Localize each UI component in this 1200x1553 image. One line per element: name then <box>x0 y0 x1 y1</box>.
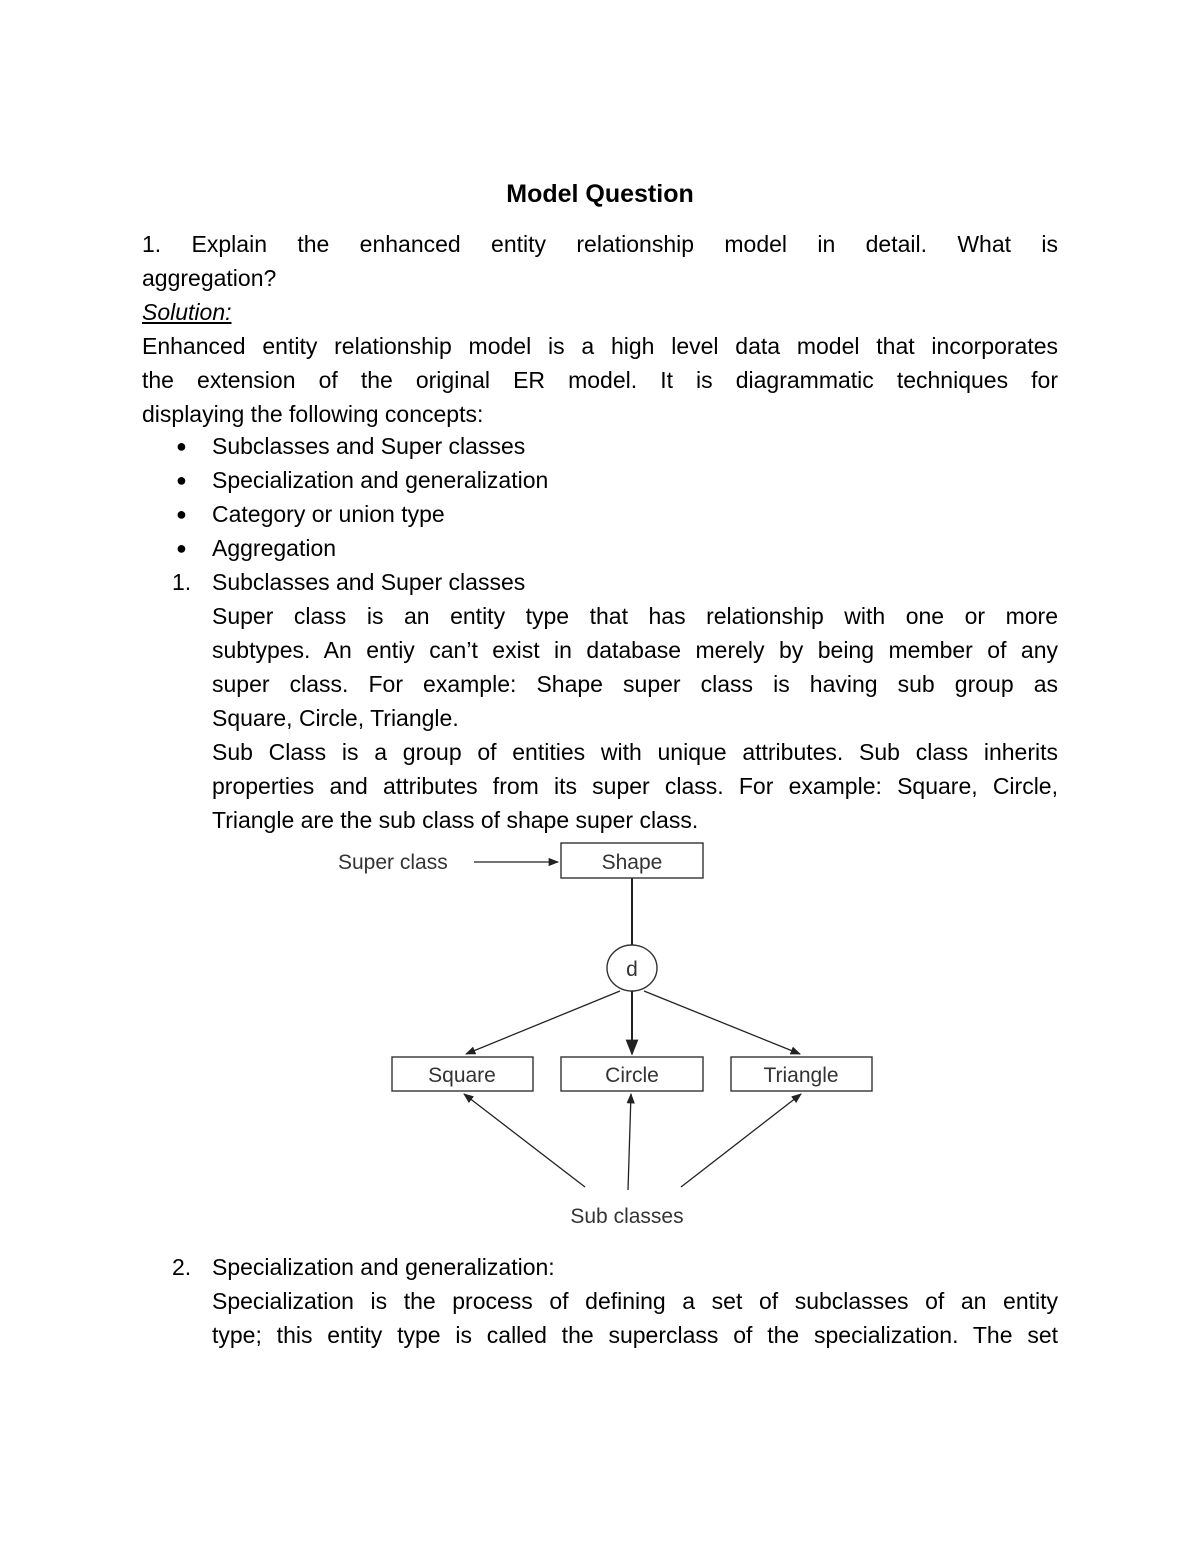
sub-classes-label: Sub classes <box>570 1205 684 1228</box>
section-2-heading: Specialization and generalization: <box>212 1254 555 1280</box>
disjoint-to-triangle-arrow <box>644 991 800 1054</box>
disjoint-symbol: d <box>626 958 638 981</box>
question-line-2: aggregation? <box>142 265 277 291</box>
intro-line-1: Enhanced entity relationship model is a high level data model that incorporates <box>142 333 1058 359</box>
concept-item: Category or union type <box>212 501 445 527</box>
question-number: 1. <box>142 231 162 257</box>
bullet-icon: ● <box>176 538 187 558</box>
section-1-number: 1. <box>172 569 192 595</box>
concept-item: Specialization and generalization <box>212 467 549 493</box>
sub-classes-to-circle-arrow <box>628 1094 631 1190</box>
question-line-1: 1. Explain the enhanced entity relationship model in detail. What is <box>142 231 1058 257</box>
section-1-paragraph-2: Sub Class is a group of entities with unique attributes. Sub class inherits properties and attributes from its super class. For example: Square, Circle, Triangle are the sub class of shape super class. <box>212 739 1058 833</box>
solution-label: Solution: <box>142 299 232 325</box>
triangle-box-label: Triangle <box>763 1064 839 1087</box>
bullet-icon: ● <box>176 436 187 456</box>
page-title: Model Question <box>506 180 694 208</box>
disjoint-to-square-arrow <box>466 991 620 1054</box>
square-box-label: Square <box>428 1064 496 1087</box>
super-class-label: Super class <box>338 851 448 874</box>
bullet-icon: ● <box>176 504 187 524</box>
concept-item: Aggregation <box>212 535 337 561</box>
section-1-heading: Subclasses and Super classes <box>212 569 526 595</box>
shape-box-label: Shape <box>601 851 663 874</box>
section-1-paragraph-1: Super class is an entity type that has relationship with one or more subtypes. An entiy can’t exist in database merely by being member of any super class. For example: Shape super class is having sub group as Square, Circle, Triangle. <box>212 603 1058 731</box>
intro-line-2: the extension of the original ER model. It is diagrammatic techniques for <box>142 367 1058 393</box>
section-2-number: 2. <box>172 1254 192 1280</box>
concept-item: Subclasses and Super classes <box>212 433 526 459</box>
intro-line-3: displaying the following concepts: <box>142 401 484 427</box>
circle-box-label: Circle <box>605 1064 659 1087</box>
bullet-icon: ● <box>176 470 187 490</box>
sub-classes-to-triangle-arrow <box>681 1094 801 1187</box>
sub-classes-to-square-arrow <box>464 1094 585 1187</box>
section-2-paragraph: Specialization is the process of defining a set of subclasses of an entity type; this entity type is called the superclass of the specialization. The set <box>212 1288 1058 1348</box>
